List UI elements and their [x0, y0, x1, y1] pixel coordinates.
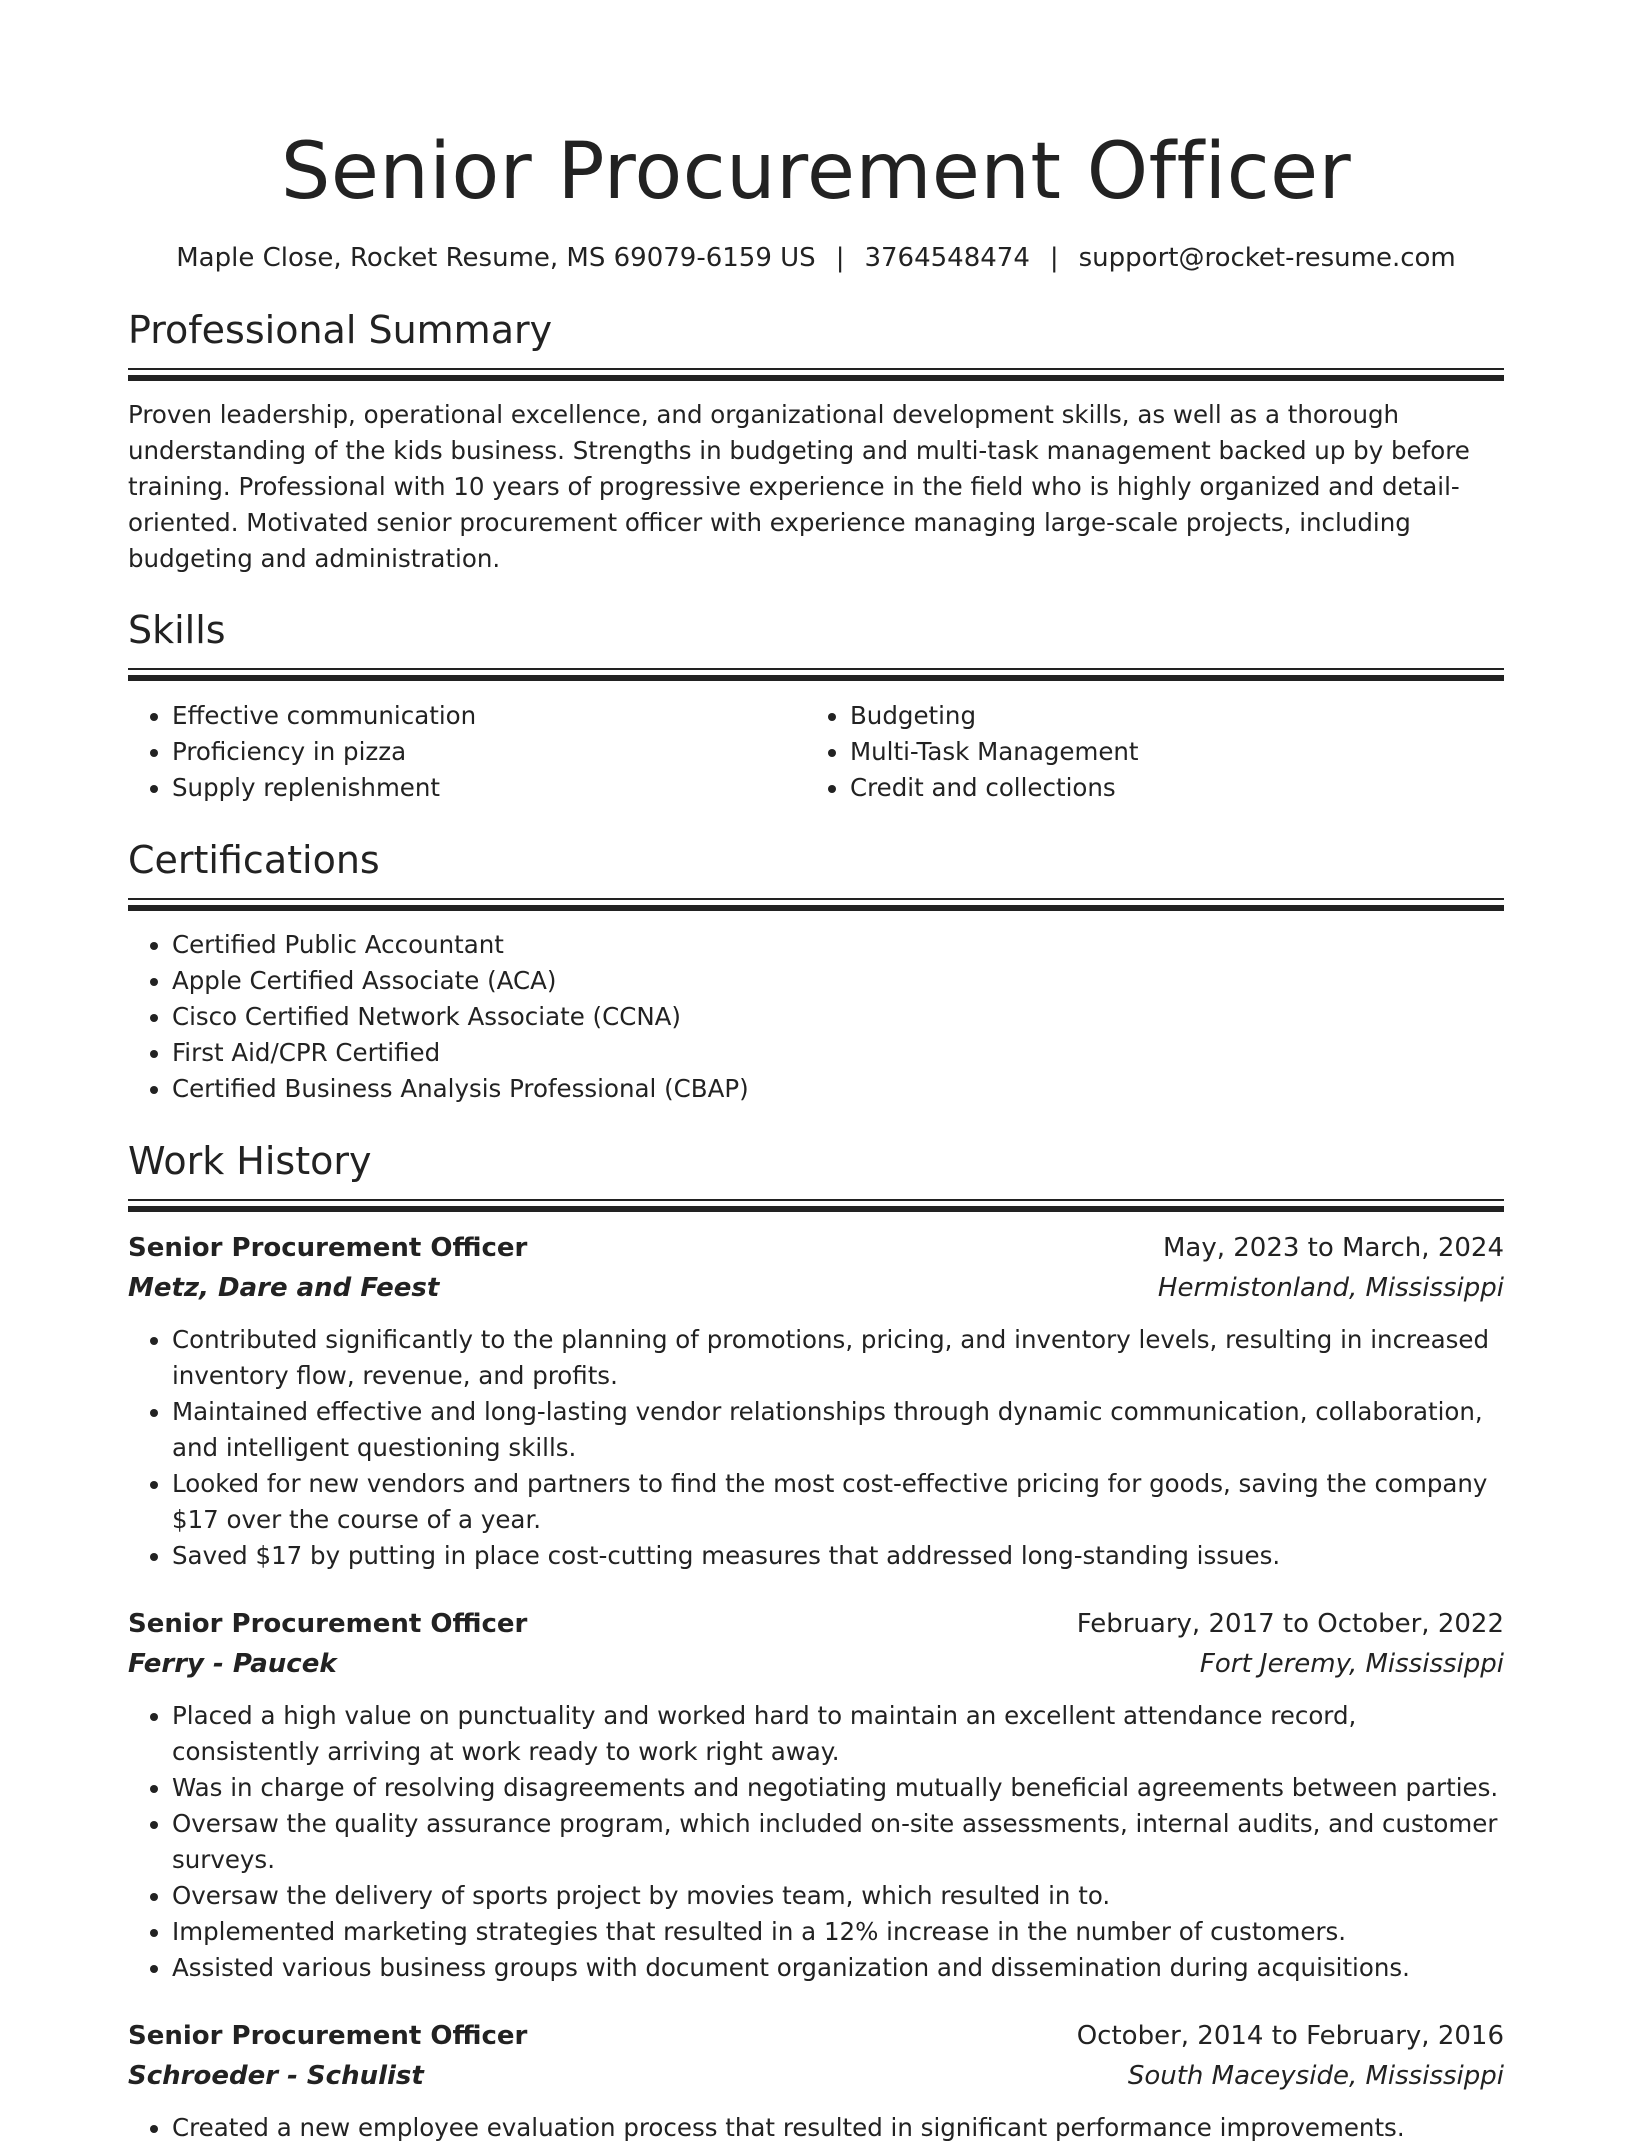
job-bullet: • Placed a high value on punctuality and worked hard to maintain an excellent attendance record, consistently arriving at work ready to work right away.	[172, 1698, 1504, 1770]
resume-name: Senior Procurement Officer	[280, 127, 1352, 217]
contact-separator: |	[1049, 243, 1059, 273]
job-bullet-list	[128, 1698, 1504, 1986]
job-entry	[128, 1604, 1504, 1986]
skills-right-list	[806, 698, 1484, 806]
skill-item: • Proficiency in pizza	[172, 734, 806, 770]
certification-item: • Cisco Certified Network Associate (CCNA)	[172, 999, 1504, 1035]
skills-grid	[128, 698, 1504, 806]
section-title-skills: Skills	[128, 608, 226, 652]
job-subheader	[128, 1268, 1504, 1308]
job-header	[128, 1228, 1504, 1268]
section-divider	[128, 368, 1504, 381]
job-dates: May, 2023 to March, 2024	[1162, 1233, 1504, 1263]
contact-phone: 3764548474	[864, 243, 1030, 273]
job-location: Fort Jeremy, Mississippi	[1199, 1649, 1504, 1679]
job-bullet: • Oversaw the quality assurance program, which included on-site assessments, internal audits, and customer surveys.	[172, 1806, 1504, 1878]
section-divider	[128, 668, 1504, 681]
skill-item: • Supply replenishment	[172, 770, 806, 806]
certification-item: • Certified Business Analysis Professional (CBAP)	[172, 1071, 1504, 1107]
section-divider	[128, 1199, 1504, 1212]
certification-item: • First Aid/CPR Certified	[172, 1035, 1504, 1071]
contact-separator: |	[835, 243, 845, 273]
job-header	[128, 1604, 1504, 1644]
job-company: Schroeder - Schulist	[128, 2061, 424, 2091]
job-bullet: • Looked for new vendors and partners to find the most cost-effective pricing for goods, saving the company $17 over the course of a year.	[172, 1466, 1504, 1538]
job-title: Senior Procurement Officer	[128, 1233, 528, 1263]
job-company: Metz, Dare and Feest	[128, 1273, 440, 1303]
job-bullet-list	[128, 1322, 1504, 1574]
job-bullet: • Oversaw the delivery of sports project by movies team, which resulted in to.	[172, 1878, 1504, 1914]
section-divider	[128, 898, 1504, 911]
certification-item: • Apple Certified Associate (ACA)	[172, 963, 1504, 999]
section-title-summary: Professional Summary	[128, 308, 553, 352]
contact-line	[128, 240, 1504, 276]
contact-address: Maple Close, Rocket Resume, MS 69079-6159 US	[176, 243, 816, 273]
job-entry	[128, 2016, 1504, 2146]
job-header	[128, 2016, 1504, 2056]
job-bullet: • Was in charge of resolving disagreements and negotiating mutually beneficial agreements between parties.	[172, 1770, 1504, 1806]
job-location: South Maceyside, Mississippi	[1127, 2061, 1504, 2091]
skill-item: • Effective communication	[172, 698, 806, 734]
job-bullet: • Implemented marketing strategies that resulted in a 12% increase in the number of customers.	[172, 1914, 1504, 1950]
skill-item: • Credit and collections	[850, 770, 1484, 806]
work-history-section	[128, 1135, 1504, 2146]
certification-item: • Certified Public Accountant	[172, 927, 1504, 963]
job-bullet: • Contributed significantly to the planning of promotions, pricing, and inventory levels, resulting in increased inventory flow, revenue, and profits.	[172, 1322, 1504, 1394]
job-bullet-list	[128, 2110, 1504, 2146]
job-company: Ferry - Paucek	[128, 1649, 337, 1679]
skill-item: • Multi-Task Management	[850, 734, 1484, 770]
certifications-list	[128, 927, 1504, 1107]
job-bullet: • Saved $17 by putting in place cost-cutting measures that addressed long-standing issues.	[172, 1538, 1504, 1574]
summary-section	[128, 304, 1504, 577]
section-title-work-history: Work History	[128, 1139, 372, 1183]
section-title-certifications: Certifications	[128, 838, 380, 882]
certifications-section	[128, 834, 1504, 1107]
job-dates: February, 2017 to October, 2022	[1076, 1609, 1504, 1639]
job-location: Hermistonland, Mississippi	[1157, 1273, 1504, 1303]
job-subheader	[128, 1644, 1504, 1684]
job-subheader	[128, 2056, 1504, 2096]
job-bullet: • Assisted various business groups with document organization and dissemination during acquisitions.	[172, 1950, 1504, 1986]
contact-email: support@rocket-resume.com	[1078, 243, 1456, 273]
job-title: Senior Procurement Officer	[128, 1609, 528, 1639]
skill-item: • Budgeting	[850, 698, 1484, 734]
job-title: Senior Procurement Officer	[128, 2021, 528, 2051]
job-bullet: • Maintained effective and long-lasting vendor relationships through dynamic communication, collaboration, and intelligent questioning skills.	[172, 1394, 1504, 1466]
job-dates: October, 2014 to February, 2016	[1076, 2021, 1504, 2051]
job-bullet: • Created a new employee evaluation process that resulted in significant performance improvements.	[172, 2110, 1504, 2146]
summary-text: Proven leadership, operational excellence, and organizational development skills, as well as a thorough understanding of the kids business. Strengths in budgeting and multi-task management backed up by before training. Professional with 10 years of progressive experience in the field who is highly organized and detail-oriented. Motivated senior procurement officer with experience managing large-scale projects, including budgeting and administration.	[128, 400, 1470, 573]
skills-left-list	[128, 698, 806, 806]
skills-section	[128, 604, 1504, 806]
job-entry	[128, 1228, 1504, 1574]
